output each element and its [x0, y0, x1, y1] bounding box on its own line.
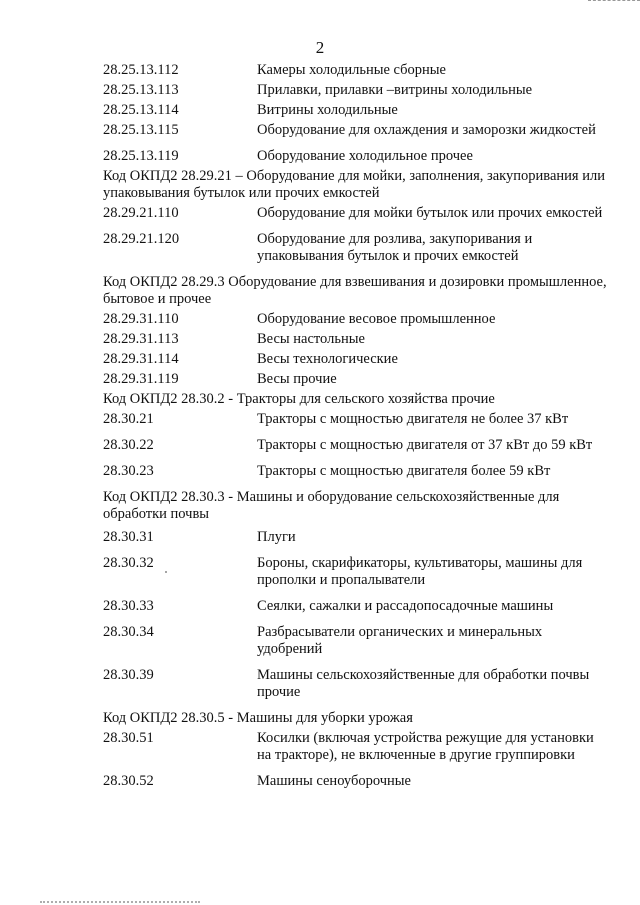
item-description: Камеры холодильные сборные: [257, 62, 446, 78]
okpd2-code: 28.30.31: [103, 529, 154, 545]
item-description: Плуги: [257, 529, 296, 545]
code-row: [103, 122, 608, 139]
code-row: [103, 529, 608, 546]
okpd2-code: 28.30.34: [103, 624, 154, 640]
okpd2-code: 28.30.52: [103, 773, 154, 789]
item-description: Машины сеноуборочные: [257, 773, 411, 789]
code-row: [103, 555, 608, 589]
okpd2-code: 28.25.13.114: [103, 102, 179, 118]
item-description: Сеялки, сажалки и рассадопосадочные машины: [257, 598, 554, 614]
okpd2-code: 28.25.13.115: [103, 122, 179, 138]
code-row: [103, 311, 608, 328]
code-row: [103, 62, 608, 79]
item-description: Тракторы с мощностью двигателя более 59 кВт: [257, 463, 551, 479]
section-header: Код ОКПД2 28.30.3 - Машины и оборудование сельскохозяйственные для обработки почвы: [103, 489, 560, 522]
item-description: Косилки (включая устройства режущие для установки на тракторе), не включенные в другие группировки: [257, 730, 594, 763]
okpd2-code: 28.29.21.110: [103, 205, 179, 221]
okpd2-code: 28.25.13.113: [103, 82, 179, 98]
code-row: [103, 102, 608, 119]
okpd2-code: 28.29.21.120: [103, 231, 180, 247]
item-description: Весы технологические: [257, 351, 398, 367]
okpd2-code: 28.30.51: [103, 730, 154, 746]
okpd2-code: 28.29.31.110: [103, 311, 179, 327]
section-header: Код ОКПД2 28.30.2 - Тракторы для сельского хозяйства прочие: [103, 391, 495, 407]
code-row: [103, 730, 608, 764]
code-row: [103, 351, 608, 368]
code-row: [103, 371, 608, 388]
code-row: [103, 331, 608, 348]
code-row: [103, 667, 608, 701]
item-description: Витрины холодильные: [257, 102, 398, 118]
code-row: [103, 624, 608, 658]
okpd2-code: 28.29.31.114: [103, 351, 179, 367]
section-header: Код ОКПД2 28.29.21 – Оборудование для мойки, заполнения, закупоривания или упаковывания бутылок или прочих емкостей: [103, 168, 605, 201]
okpd2-code: 28.30.39: [103, 667, 154, 683]
item-description: Оборудование холодильное прочее: [257, 148, 473, 164]
scan-artifact-bottom: [40, 897, 200, 903]
okpd2-code: 28.25.13.112: [103, 62, 179, 78]
code-row: [103, 773, 608, 790]
code-row: [103, 82, 608, 99]
okpd2-code: 28.29.31.119: [103, 371, 179, 387]
item-description: Прилавки, прилавки –витрины холодильные: [257, 82, 533, 98]
scan-artifact-top: [588, 0, 640, 6]
item-description: Оборудование весовое промышленное: [257, 311, 496, 327]
okpd2-code: 28.30.33: [103, 598, 154, 614]
okpd2-code: 28.25.13.119: [103, 148, 179, 164]
item-description: Машины сельскохозяйственные для обработки почвы прочие: [257, 667, 590, 700]
item-description: Оборудование для розлива, закупоривания и упаковывания бутылок и прочих емкостей: [257, 231, 533, 264]
item-description: Весы прочие: [257, 371, 337, 387]
okpd2-code-list: [103, 62, 608, 793]
code-row: [103, 231, 608, 265]
okpd2-code: 28.30.23: [103, 463, 154, 479]
code-row: [103, 411, 608, 428]
okpd2-code: 28.29.31.113: [103, 331, 179, 347]
item-description: Весы настольные: [257, 331, 365, 347]
item-description: Оборудование для мойки бутылок или прочих емкостей: [257, 205, 603, 221]
code-row: [103, 437, 608, 454]
code-row: [103, 205, 608, 222]
scan-speck: [165, 571, 167, 573]
item-description: Бороны, скарификаторы, культиваторы, машины для прополки и пропалыватели: [257, 555, 583, 588]
code-row: [103, 463, 608, 480]
code-row: [103, 598, 608, 615]
item-description: Разбрасыватели органических и минеральных удобрений: [257, 624, 543, 657]
page-number: 2: [315, 38, 325, 57]
section-header: Код ОКПД2 28.30.5 - Машины для уборки урожая: [103, 710, 413, 726]
item-description: Тракторы с мощностью двигателя не более 37 кВт: [257, 411, 569, 427]
section-header: Код ОКПД2 28.29.3 Оборудование для взвешивания и дозировки промышленное, бытовое и прочее: [103, 274, 607, 307]
item-description: Оборудование для охлаждения и заморозки жидкостей: [257, 122, 596, 138]
code-row: [103, 148, 608, 165]
okpd2-code: 28.30.21: [103, 411, 154, 427]
okpd2-code: 28.30.32: [103, 555, 154, 571]
okpd2-code: 28.30.22: [103, 437, 154, 453]
item-description: Тракторы с мощностью двигателя от 37 кВт до 59 кВт: [257, 437, 593, 453]
